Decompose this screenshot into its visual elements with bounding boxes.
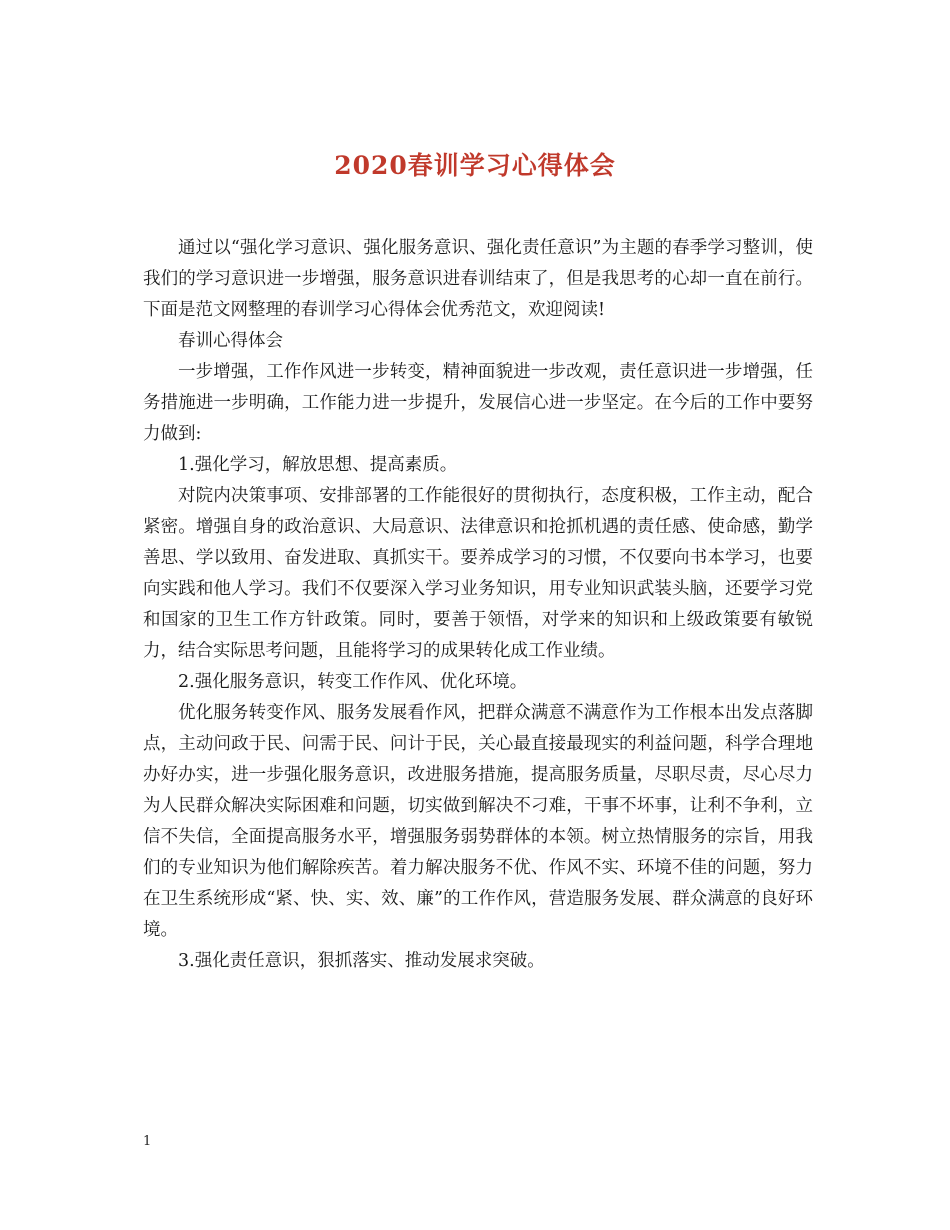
page-number: 1 (143, 1134, 152, 1149)
paragraph-intro: 通过以“强化学习意识、强化服务意识、强化责任意识”为主题的春季学习整训，使我们的学习意识进一步增强，服务意识进春训结束了，但是我思考的心却一直在前行。下面是范文网整理的春训学习心得体会优秀范文，欢迎阅读! (143, 238, 813, 320)
paragraph-study: 对院内决策事项、安排部署的工作能很好的贯彻执行，态度积极，工作主动，配合紧密。增强自身的政治意识、大局意识、法律意识和抢抓机遇的责任感、使命感，勤学善思、学以致用、奋发进取、真抓实干。要养成学习的习惯，不仅要向书本学习，也要向实践和他人学习。我们不仅要深入学习业务知识，用专业知识武装头脑，还要学习党和国家的卫生工作方针政策。同时，要善于领悟，对学来的知识和上级政策要有敏锐力，结合实际思考问题，且能将学习的成果转化成工作业绩。 (143, 486, 813, 661)
paragraph-overview: 一步增强，工作作风进一步转变，精神面貌进一步改观，责任意识进一步增强，任务措施进一步明确，工作能力进一步提升，发展信心进一步坚定。在今后的工作中要努力做到: (143, 362, 813, 444)
list-item-heading-1: 1.强化学习，解放思想、提高素质。 (178, 455, 458, 475)
document-body (143, 233, 813, 977)
list-item-heading-2: 2.强化服务意识，转变工作作风、优化环境。 (178, 672, 528, 692)
list-item-heading-3: 3.强化责任意识，狠抓落实、推动发展求突破。 (178, 951, 545, 971)
document-title: 2020春训学习心得体会 (334, 150, 616, 180)
section-heading: 春训心得体会 (178, 331, 283, 351)
paragraph-service: 优化服务转变作风、服务发展看作风，把群众满意不满意作为工作根本出发点落脚点，主动问政于民、问需于民、问计于民，关心最直接最现实的利益问题，科学合理地办好办实，进一步强化服务意识，改进服务措施，提高服务质量，尽职尽责，尽心尽力为人民群众解决实际困难和问题，切实做到解决不刁难，干事不坏事，让利不争利，立信不失信，全面提高服务水平，增强服务弱势群体的本领。树立热情服务的宗旨，用我们的专业知识为他们解除疾苦。着力解决服务不优、作风不实、环境不佳的问题，努力在卫生系统形成“紧、快、实、效、廉”的工作作风，营造服务发展、群众满意的良好环境。 (143, 703, 813, 940)
